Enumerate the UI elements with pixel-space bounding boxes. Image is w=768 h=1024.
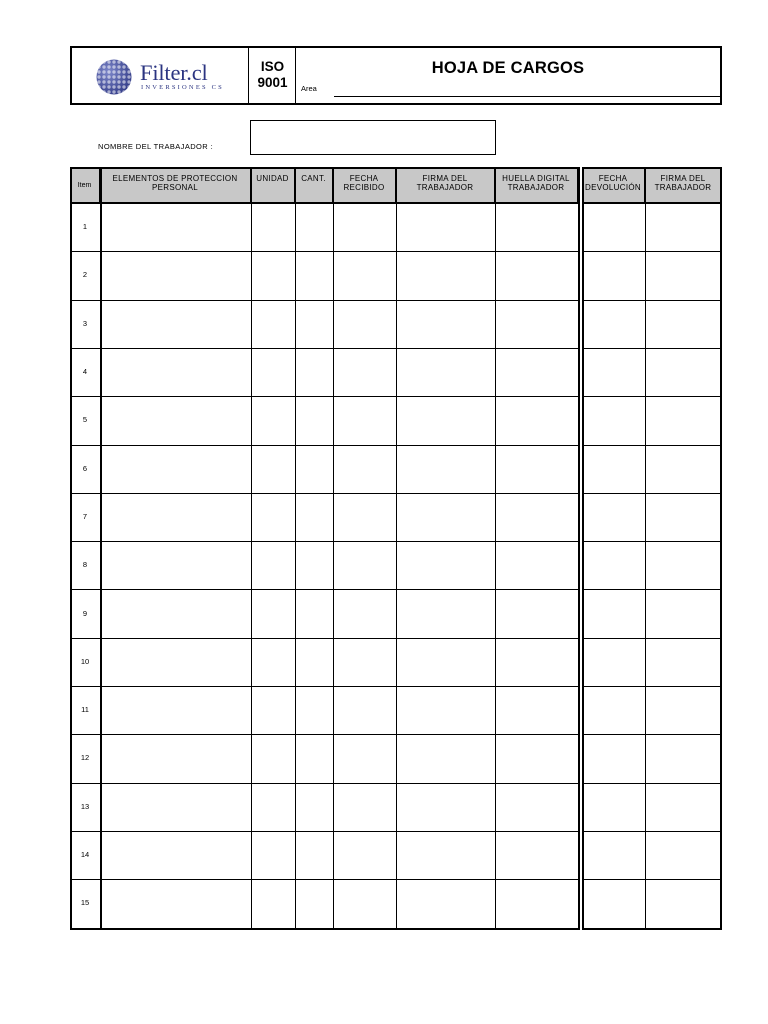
table-cell[interactable] — [584, 543, 643, 587]
table-cell[interactable] — [297, 302, 331, 346]
table-cell[interactable] — [102, 350, 249, 394]
column-divider — [396, 167, 397, 928]
table-cell[interactable] — [335, 640, 394, 684]
column-header: FECHA RECIBIDO — [333, 167, 396, 203]
table-cell[interactable] — [398, 398, 493, 442]
column-header: Item — [70, 167, 100, 203]
column-divider — [295, 167, 296, 928]
table-cell[interactable] — [647, 833, 720, 877]
table-cell[interactable] — [497, 253, 576, 297]
table-cell[interactable] — [335, 447, 394, 491]
table-cell[interactable] — [398, 833, 493, 877]
table-cell[interactable] — [398, 350, 493, 394]
table-cell[interactable] — [253, 591, 293, 635]
form-title: HOJA DE CARGOS — [431, 59, 585, 77]
table-cell[interactable] — [297, 398, 331, 442]
table-cell[interactable] — [647, 350, 720, 394]
table-border — [720, 167, 722, 928]
table-cell[interactable] — [497, 881, 576, 925]
table-cell[interactable] — [297, 350, 331, 394]
row-divider — [582, 251, 722, 252]
row-divider — [70, 686, 580, 687]
table-cell[interactable] — [335, 736, 394, 780]
table-cell[interactable] — [497, 350, 576, 394]
table-cell[interactable] — [297, 495, 331, 539]
row-divider — [70, 589, 580, 590]
row-divider — [582, 734, 722, 735]
column-divider — [645, 167, 646, 928]
column-divider — [333, 167, 334, 928]
table-cell[interactable] — [647, 591, 720, 635]
table-cell[interactable] — [398, 495, 493, 539]
row-number: 11 — [81, 705, 89, 715]
row-divider — [582, 202, 722, 204]
table-cell[interactable] — [335, 398, 394, 442]
table-cell[interactable] — [497, 785, 576, 829]
column-header: FECHA DEVOLUCIÓN — [582, 167, 645, 203]
table-cell[interactable] — [102, 205, 249, 249]
table-cell[interactable] — [253, 785, 293, 829]
row-number: 12 — [80, 753, 90, 763]
table-cell[interactable] — [253, 833, 293, 877]
table-cell[interactable] — [102, 591, 249, 635]
iso-cell — [249, 48, 296, 103]
table-cell[interactable] — [335, 833, 394, 877]
table-cell[interactable] — [647, 205, 720, 249]
column-header: FIRMA DEL TRABAJADOR — [396, 167, 495, 203]
table-cell[interactable] — [102, 688, 249, 732]
table-cell[interactable] — [647, 447, 720, 491]
table-cell[interactable] — [253, 688, 293, 732]
table-cell[interactable] — [398, 253, 493, 297]
worker-name-label: NOMBRE DEL TRABAJADOR : — [98, 142, 214, 151]
table-cell[interactable] — [497, 447, 576, 491]
table-cell[interactable] — [497, 688, 576, 732]
table-cell[interactable] — [335, 302, 394, 346]
table-cell[interactable] — [102, 543, 249, 587]
table-cell[interactable] — [253, 543, 293, 587]
table-cell[interactable] — [584, 447, 643, 491]
row-divider — [582, 686, 722, 687]
table-cell[interactable] — [297, 543, 331, 587]
logo-wordmark: Filter.cl — [140, 60, 208, 85]
row-divider — [70, 928, 580, 930]
table-cell[interactable] — [253, 495, 293, 539]
table-cell[interactable] — [335, 688, 394, 732]
table-cell[interactable] — [253, 447, 293, 491]
table-cell[interactable] — [335, 543, 394, 587]
table-cell[interactable] — [584, 253, 643, 297]
table-cell[interactable] — [398, 205, 493, 249]
table-cell[interactable] — [102, 785, 249, 829]
table-cell[interactable] — [398, 881, 493, 925]
form-header — [70, 46, 722, 105]
row-number: 3 — [82, 318, 88, 328]
row-divider — [582, 348, 722, 349]
row-number: 15 — [80, 898, 90, 908]
table-cell[interactable] — [584, 881, 643, 925]
table-cell[interactable] — [647, 640, 720, 684]
row-divider — [582, 589, 722, 590]
table-cell[interactable] — [398, 688, 493, 732]
logo-cell — [72, 48, 249, 103]
row-number: 6 — [82, 463, 88, 473]
logo-subtitle: INVERSIONES CS — [141, 84, 224, 91]
table-cell[interactable] — [253, 205, 293, 249]
table-cell[interactable] — [647, 302, 720, 346]
table-cell[interactable] — [647, 736, 720, 780]
table-cell[interactable] — [335, 881, 394, 925]
table-cell[interactable] — [253, 881, 293, 925]
row-number: 8 — [82, 560, 88, 570]
table-cell[interactable] — [647, 495, 720, 539]
column-header: FIRMA DEL TRABAJADOR — [645, 167, 722, 203]
table-cell[interactable] — [102, 398, 249, 442]
row-number: 7 — [82, 511, 88, 521]
table-cell[interactable] — [584, 398, 643, 442]
table-cell[interactable] — [584, 785, 643, 829]
table-cell[interactable] — [584, 640, 643, 684]
table-cell[interactable] — [398, 785, 493, 829]
row-divider — [70, 251, 580, 252]
row-divider — [582, 928, 722, 930]
table-cell[interactable] — [398, 591, 493, 635]
table-cell[interactable] — [497, 640, 576, 684]
row-divider — [582, 831, 722, 832]
table-cell[interactable] — [497, 736, 576, 780]
table-cell[interactable] — [297, 253, 331, 297]
row-divider — [582, 167, 722, 169]
table-cell[interactable] — [253, 640, 293, 684]
table-cell[interactable] — [253, 736, 293, 780]
table-cell[interactable] — [497, 398, 576, 442]
table-cell[interactable] — [102, 736, 249, 780]
table-cell[interactable] — [297, 833, 331, 877]
row-number: 14 — [80, 850, 90, 860]
table-cell[interactable] — [647, 881, 720, 925]
table-cell[interactable] — [647, 253, 720, 297]
table-cell[interactable] — [584, 302, 643, 346]
table-cell[interactable] — [398, 736, 493, 780]
table-cell[interactable] — [647, 398, 720, 442]
row-divider — [582, 879, 722, 880]
table-cell[interactable] — [253, 253, 293, 297]
column-header: CANT. — [295, 167, 333, 203]
row-divider — [582, 541, 722, 542]
worker-name-field[interactable] — [250, 120, 496, 155]
table-cell[interactable] — [102, 253, 249, 297]
table-cell[interactable] — [584, 736, 643, 780]
table-cell[interactable] — [335, 785, 394, 829]
row-number: 13 — [80, 801, 90, 811]
table-cell[interactable] — [584, 833, 643, 877]
table-cell[interactable] — [297, 881, 331, 925]
table-cell[interactable] — [584, 591, 643, 635]
area-field[interactable] — [334, 96, 722, 97]
row-divider — [70, 396, 580, 397]
table-cell[interactable] — [297, 591, 331, 635]
table-cell[interactable] — [398, 447, 493, 491]
table-cell[interactable] — [297, 736, 331, 780]
table-border — [70, 167, 72, 928]
table-cell[interactable] — [584, 688, 643, 732]
row-divider — [70, 831, 580, 832]
table-cell[interactable] — [297, 205, 331, 249]
table-cell[interactable] — [102, 833, 249, 877]
table-cell[interactable] — [584, 350, 643, 394]
iso-label: ISO 9001 — [257, 59, 288, 90]
table-cell[interactable] — [102, 881, 249, 925]
row-divider — [70, 202, 580, 204]
row-number: 4 — [82, 367, 88, 377]
table-cell[interactable] — [335, 495, 394, 539]
table-cell[interactable] — [102, 640, 249, 684]
table-cell[interactable] — [102, 447, 249, 491]
table-cell[interactable] — [335, 205, 394, 249]
row-number: 9 — [82, 608, 88, 618]
table-cell[interactable] — [398, 543, 493, 587]
table-cell[interactable] — [335, 350, 394, 394]
globe-logo-icon — [96, 59, 132, 95]
column-header: HUELLA DIGITAL TRABAJADOR — [495, 167, 578, 203]
table-cell[interactable] — [647, 785, 720, 829]
table-cell[interactable] — [335, 591, 394, 635]
table-cell[interactable] — [253, 302, 293, 346]
table-cell[interactable] — [497, 543, 576, 587]
table-cell[interactable] — [584, 495, 643, 539]
table-border — [578, 167, 580, 928]
table-cell[interactable] — [253, 398, 293, 442]
area-label: Area — [301, 84, 317, 93]
row-number: 1 — [82, 222, 88, 232]
row-divider — [70, 879, 580, 880]
row-divider — [70, 734, 580, 735]
table-cell[interactable] — [647, 543, 720, 587]
table-cell[interactable] — [497, 833, 576, 877]
row-divider — [582, 396, 722, 397]
row-divider — [70, 541, 580, 542]
row-divider — [70, 348, 580, 349]
table-cell[interactable] — [497, 591, 576, 635]
table-cell[interactable] — [102, 302, 249, 346]
row-number: 2 — [82, 270, 88, 280]
row-number: 5 — [82, 415, 88, 425]
column-header: ELEMENTOS DE PROTECCION PERSONAL — [100, 167, 251, 203]
table-cell[interactable] — [497, 302, 576, 346]
column-divider — [251, 167, 252, 928]
table-cell[interactable] — [102, 495, 249, 539]
table-cell[interactable] — [253, 350, 293, 394]
table-cell[interactable] — [497, 495, 576, 539]
table-cell[interactable] — [297, 640, 331, 684]
table-cell[interactable] — [398, 302, 493, 346]
table-cell[interactable] — [497, 205, 576, 249]
table-cell[interactable] — [647, 688, 720, 732]
table-cell[interactable] — [297, 785, 331, 829]
row-number: 10 — [80, 656, 90, 666]
column-divider — [495, 167, 496, 928]
table-cell[interactable] — [584, 205, 643, 249]
table-cell[interactable] — [398, 640, 493, 684]
table-cell[interactable] — [335, 253, 394, 297]
row-divider — [70, 167, 580, 169]
table-cell[interactable] — [297, 447, 331, 491]
column-header: UNIDAD — [251, 167, 295, 203]
table-cell[interactable] — [297, 688, 331, 732]
